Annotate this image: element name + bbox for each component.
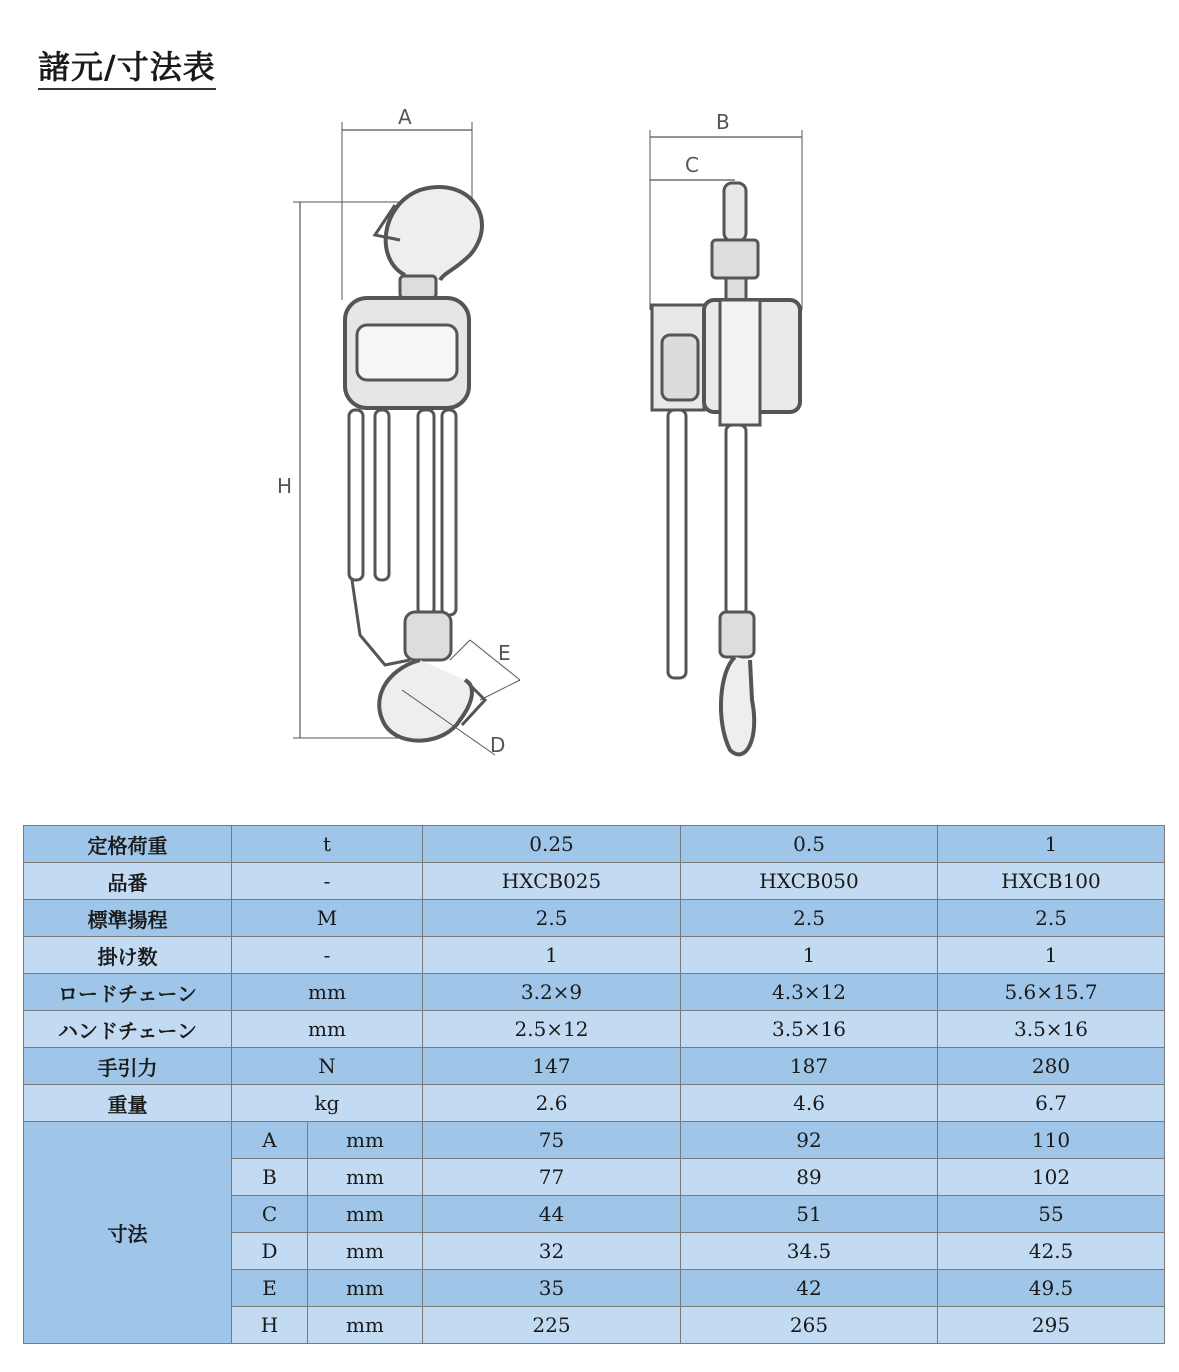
row-label: 標準揚程 [24, 900, 232, 937]
value-cell: 1 [938, 937, 1165, 974]
table-row [24, 1011, 1165, 1048]
value-cell: 110 [938, 1122, 1165, 1159]
unit-cell: mm [308, 1270, 423, 1307]
unit-cell: - [232, 863, 423, 900]
dim-label-h: H [277, 474, 293, 498]
table-row [24, 1085, 1165, 1122]
value-cell: 187 [681, 1048, 938, 1085]
unit-cell: mm [308, 1196, 423, 1233]
value-cell: 77 [423, 1159, 681, 1196]
value-cell: 6.7 [938, 1085, 1165, 1122]
unit-cell: t [232, 826, 423, 863]
value-cell: 32 [423, 1233, 681, 1270]
value-cell: 0.25 [423, 826, 681, 863]
side-view-drawing [650, 130, 802, 754]
value-cell: 2.5×12 [423, 1011, 681, 1048]
value-cell: 51 [681, 1196, 938, 1233]
value-cell: 55 [938, 1196, 1165, 1233]
unit-cell: mm [232, 974, 423, 1011]
value-cell: 49.5 [938, 1270, 1165, 1307]
page-title: 諸元/寸法表 [38, 48, 216, 90]
value-cell: 225 [423, 1307, 681, 1344]
value-cell: HXCB050 [681, 863, 938, 900]
value-cell: 147 [423, 1048, 681, 1085]
value-cell: HXCB025 [423, 863, 681, 900]
front-view-drawing [293, 122, 520, 755]
dimension-sub-label: H [232, 1307, 308, 1344]
value-cell: 44 [423, 1196, 681, 1233]
dim-label-c: C [685, 153, 699, 177]
table-row [24, 826, 1165, 863]
table-row [24, 1122, 1165, 1159]
value-cell: 3.2×9 [423, 974, 681, 1011]
value-cell: 2.5 [938, 900, 1165, 937]
row-label: 定格荷重 [24, 826, 232, 863]
value-cell: 89 [681, 1159, 938, 1196]
dimension-sub-label: D [232, 1233, 308, 1270]
dim-label-b: B [716, 110, 730, 134]
value-cell: 102 [938, 1159, 1165, 1196]
unit-cell: - [232, 937, 423, 974]
dim-label-a: A [398, 105, 412, 129]
unit-cell: kg [232, 1085, 423, 1122]
spec-table [23, 825, 1165, 1344]
table-row [24, 863, 1165, 900]
value-cell: 42.5 [938, 1233, 1165, 1270]
value-cell: 2.6 [423, 1085, 681, 1122]
value-cell: 265 [681, 1307, 938, 1344]
value-cell: 2.5 [681, 900, 938, 937]
row-label: 手引力 [24, 1048, 232, 1085]
dimension-sub-label: A [232, 1122, 308, 1159]
dimension-sub-label: B [232, 1159, 308, 1196]
dimension-group-label: 寸法 [24, 1122, 232, 1344]
row-label: 品番 [24, 863, 232, 900]
value-cell: 2.5 [423, 900, 681, 937]
unit-cell: M [232, 900, 423, 937]
value-cell: 280 [938, 1048, 1165, 1085]
unit-cell: mm [308, 1159, 423, 1196]
unit-cell: mm [232, 1011, 423, 1048]
dimension-sub-label: E [232, 1270, 308, 1307]
value-cell: 5.6×15.7 [938, 974, 1165, 1011]
unit-cell: mm [308, 1122, 423, 1159]
row-label: ハンドチェーン [24, 1011, 232, 1048]
value-cell: 1 [423, 937, 681, 974]
dim-label-d: D [490, 733, 506, 757]
value-cell: 42 [681, 1270, 938, 1307]
value-cell: 0.5 [681, 826, 938, 863]
row-label: 掛け数 [24, 937, 232, 974]
value-cell: 34.5 [681, 1233, 938, 1270]
dimension-sub-label: C [232, 1196, 308, 1233]
dim-label-e: E [498, 641, 511, 665]
unit-cell: N [232, 1048, 423, 1085]
value-cell: HXCB100 [938, 863, 1165, 900]
value-cell: 3.5×16 [681, 1011, 938, 1048]
value-cell: 75 [423, 1122, 681, 1159]
table-row [24, 974, 1165, 1011]
value-cell: 1 [938, 826, 1165, 863]
value-cell: 1 [681, 937, 938, 974]
value-cell: 35 [423, 1270, 681, 1307]
value-cell: 3.5×16 [938, 1011, 1165, 1048]
value-cell: 4.6 [681, 1085, 938, 1122]
unit-cell: mm [308, 1307, 423, 1344]
row-label: 重量 [24, 1085, 232, 1122]
row-label: ロードチェーン [24, 974, 232, 1011]
table-row [24, 937, 1165, 974]
value-cell: 4.3×12 [681, 974, 938, 1011]
unit-cell: mm [308, 1233, 423, 1270]
table-row [24, 1048, 1165, 1085]
table-row [24, 900, 1165, 937]
value-cell: 92 [681, 1122, 938, 1159]
value-cell: 295 [938, 1307, 1165, 1344]
